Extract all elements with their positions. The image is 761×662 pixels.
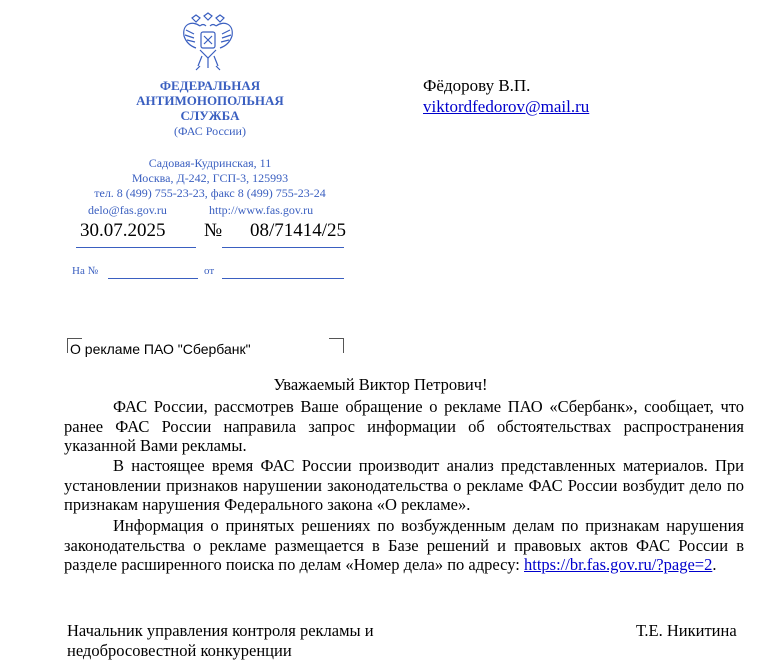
from-label: от xyxy=(204,265,215,277)
registration-number-sign: № xyxy=(204,220,223,241)
greeting: Уважаемый Виктор Петрович! xyxy=(273,375,488,394)
agency-name-line: АНТИМОНОПОЛЬНАЯ xyxy=(136,93,284,108)
fas-decisions-link[interactable]: https://br.fas.gov.ru/?page=2 xyxy=(524,555,713,574)
agency-name-line: СЛУЖБА xyxy=(180,108,240,123)
paragraph-end: . xyxy=(712,555,717,574)
body-paragraph-3 xyxy=(64,516,744,575)
address-city: Москва, Д-242, ГСП-3, 125993 xyxy=(131,171,289,185)
agency-contacts xyxy=(88,203,313,218)
address-street: Садовая-Кудринская, 11 xyxy=(148,156,272,170)
date-underline xyxy=(76,247,196,248)
paragraph-text: В настоящее время ФАС России производит анализ представленных материалов. При установлении признаков нарушении законодательства о рекламе ФАС России возбудит дело по признакам нарушения Федерального закона «О рекламе». xyxy=(64,456,744,514)
paragraph-text: ФАС России, рассмотрев Ваше обращение о рекламе ПАО «Сбербанк», сообщает, что ранее ФАС России направила запрос информации об обстоятельствах распространения указанной Вами рекламы. xyxy=(64,397,744,455)
recipient-email-link[interactable]: viktordfedorov@mail.ru xyxy=(423,97,590,116)
signatory-name: Т.Е. Никитина xyxy=(636,621,737,640)
in-reply-underline xyxy=(108,278,198,279)
subject-bracket-right xyxy=(329,338,344,353)
agency-address xyxy=(60,156,360,201)
agency-name-line: ФЕДЕРАЛЬНАЯ xyxy=(159,78,261,93)
body-paragraph-1 xyxy=(64,397,744,456)
agency-name xyxy=(110,78,310,123)
coat-of-arms-emblem-icon xyxy=(178,12,238,74)
paragraph-text: Информация о принятых решениях по возбужденным делам по признакам нарушения законодательства о рекламе размещается в Базе решений и правовых актов ФАС России в разделе расширенного поиска по делам «Номер дела» по адресу: xyxy=(64,516,744,574)
agency-website: http://www.fas.gov.ru xyxy=(209,203,314,217)
body-paragraph-2 xyxy=(64,456,744,515)
agency-email: delo@fas.gov.ru xyxy=(88,203,167,217)
registration-date: 30.07.2025 xyxy=(80,220,166,241)
address-phone: тел. 8 (499) 755-23-23, факс 8 (499) 755-23-24 xyxy=(94,186,326,200)
registration-number: 08/71414/25 xyxy=(250,220,347,241)
number-underline xyxy=(222,247,344,248)
signatory-title: Начальник управления контроля рекламы и недобросовестной конкуренции xyxy=(67,621,374,660)
agency-short-name: (ФАС России) xyxy=(174,124,246,138)
letter-subject: О рекламе ПАО "Сбербанк" xyxy=(70,341,251,357)
from-underline xyxy=(222,278,344,279)
in-reply-label: На № xyxy=(72,265,99,277)
recipient-name: Фёдорову В.П. xyxy=(423,76,531,95)
